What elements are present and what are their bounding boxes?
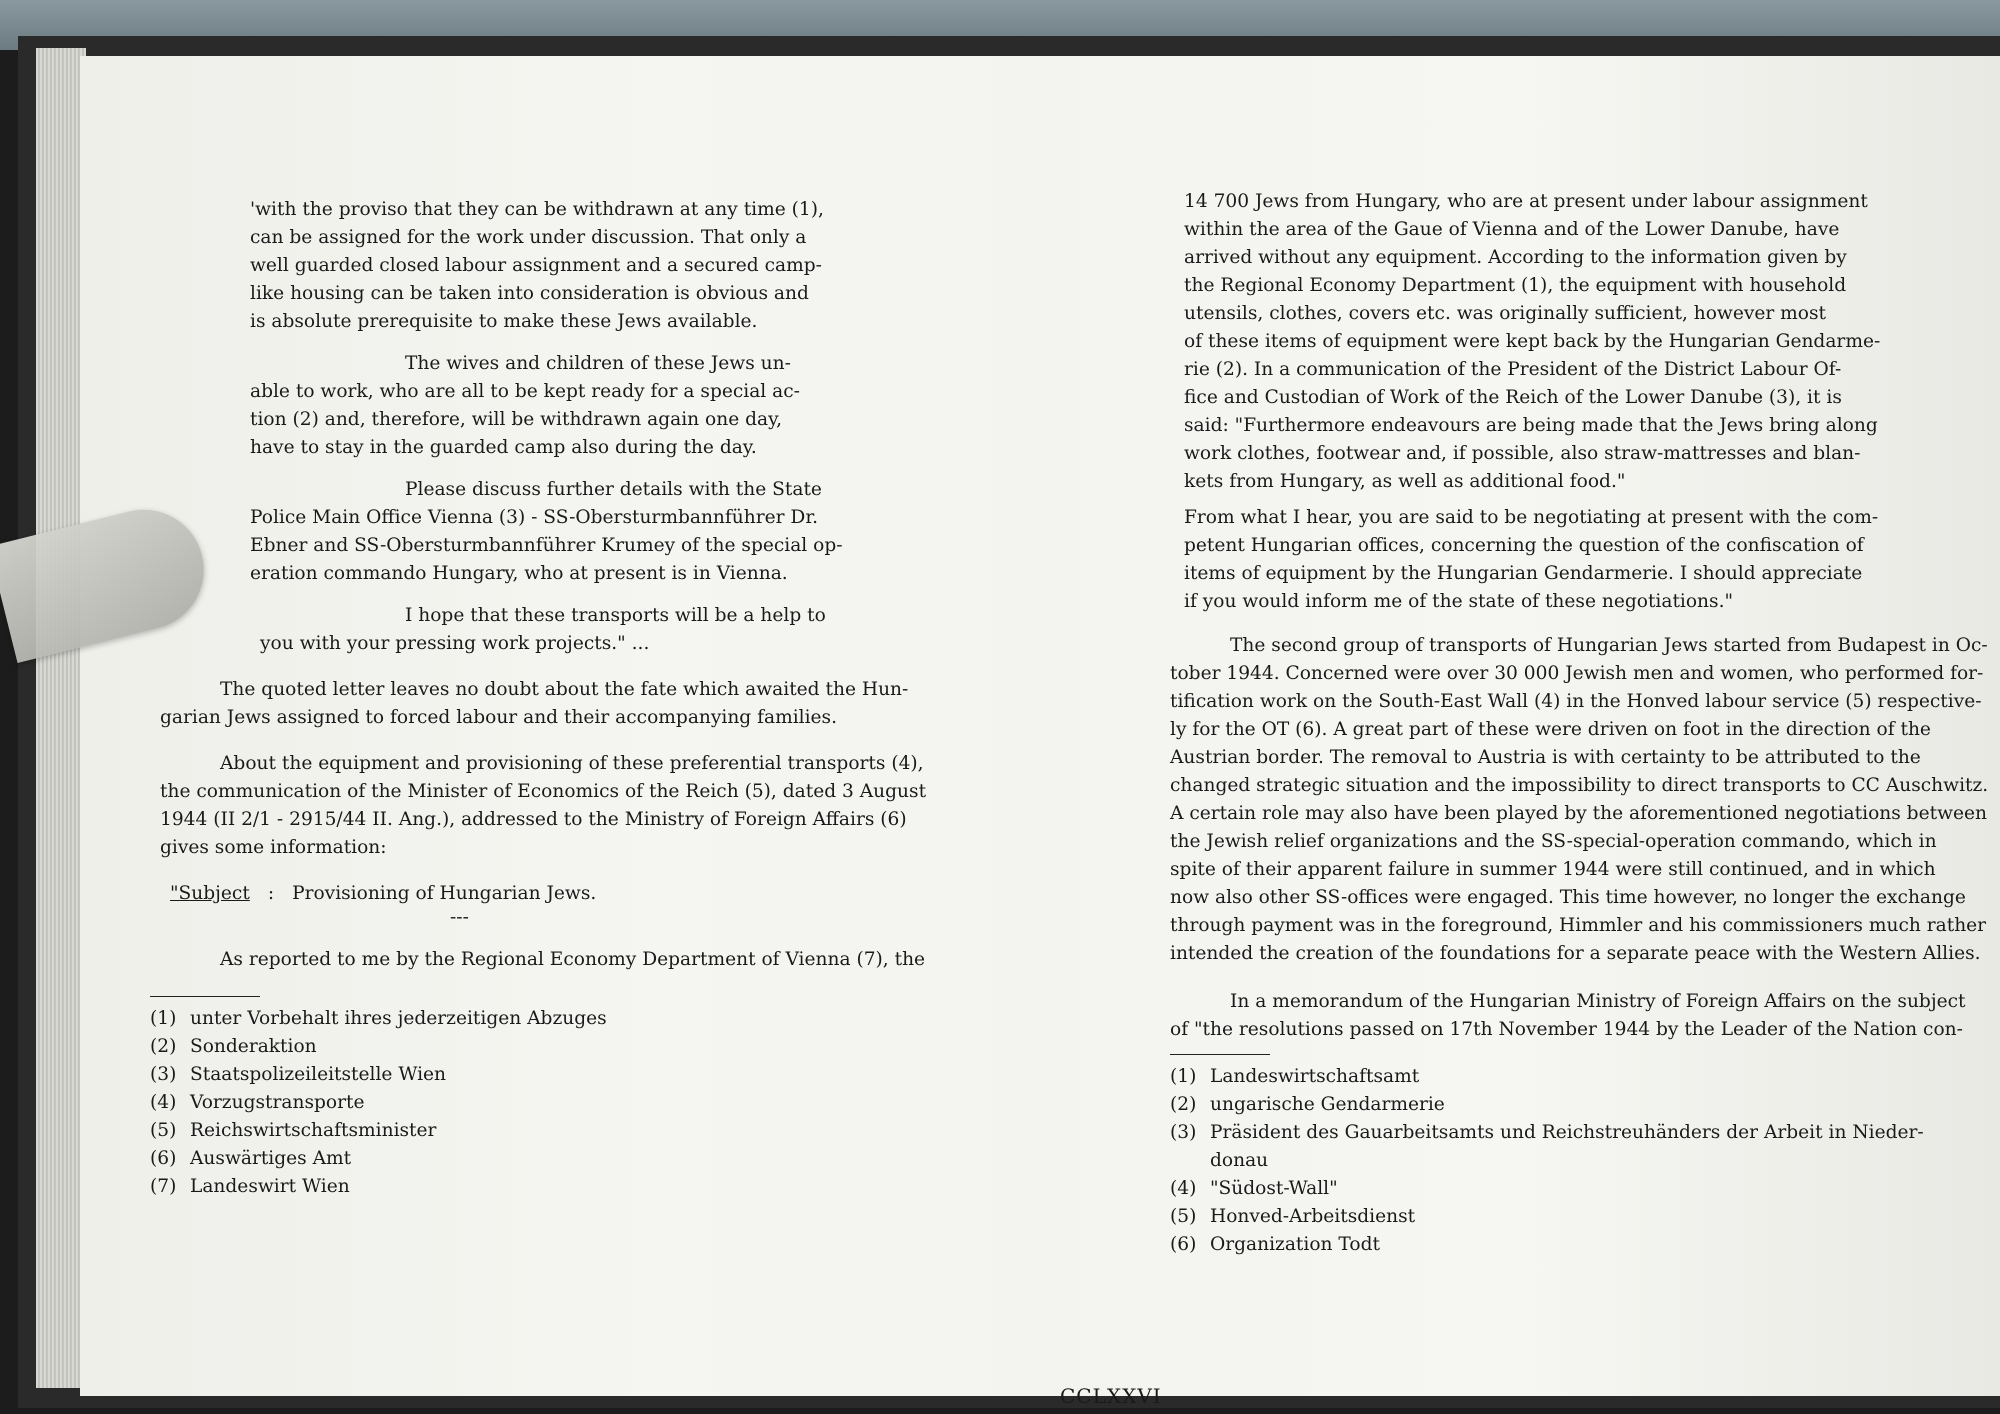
footnotes-right <box>1170 1054 2000 1259</box>
paragraph-from-what-i-hear <box>1184 504 2000 616</box>
text-line: kets from Hungary, as well as additional food." <box>1184 471 1626 492</box>
text-line: The quoted letter leaves no doubt about the fate which awaited the Hun- <box>220 679 909 700</box>
paragraph-14700-jews <box>1184 188 2000 496</box>
footnote-item: (6) Auswärtiges Amt <box>150 1148 352 1169</box>
text-line: utensils, clothes, covers etc. was originally sufficient, however most <box>1184 303 1827 324</box>
footnote-rule <box>1170 1054 1270 1055</box>
right-column <box>1170 188 2000 1259</box>
text-line: work clothes, footwear and, if possible, also straw-mattresses and blan- <box>1184 443 1861 464</box>
footnote-item: (5) Honved-Arbeitsdienst <box>1170 1206 1416 1227</box>
text-line: Ebner and SS-Obersturmbannführer Krumey of the special op- <box>250 535 843 556</box>
text-line: if you would inform me of the state of these negotiations." <box>1184 591 1734 612</box>
text-line: tification work on the South-East Wall (4) in the Honved labour service (5) respective- <box>1170 691 1982 712</box>
text-line: eration commando Hungary, who at present is in Vienna. <box>250 563 788 584</box>
text-line: the communication of the Minister of Economics of the Reich (5), dated 3 August <box>160 781 927 802</box>
text-line: well guarded closed labour assignment and a secured camp- <box>250 255 822 276</box>
text-line: able to work, who are all to be kept ready for a special ac- <box>250 381 800 402</box>
footnote-rule <box>150 996 260 997</box>
footnote-item: (2) Sonderaktion <box>150 1036 317 1057</box>
paragraph-second-group <box>1170 632 2000 968</box>
text-line: 14 700 Jews from Hungary, who are at present under labour assignment <box>1184 191 1868 212</box>
subject-separator: : <box>267 883 275 904</box>
book-spread <box>80 56 2000 1408</box>
text-line: 1944 (II 2/1 - 2915/44 II. Ang.), addressed to the Ministry of Foreign Affairs (6) <box>160 809 907 830</box>
text-line: said: "Furthermore endeavours are being made that the Jews bring along <box>1184 415 1878 436</box>
text-line: the Jewish relief organizations and the SS-special-operation commando, which in <box>1170 831 1937 852</box>
text-line: tober 1944. Concerned were over 30 000 Jewish men and women, who performed for- <box>1170 663 1984 684</box>
text-line: within the area of the Gaue of Vienna and of the Lower Danube, have <box>1184 219 1840 240</box>
text-line: of "the resolutions passed on 17th November 1944 by the Leader of the Nation con- <box>1170 1019 1963 1040</box>
text-line: I hope that these transports will be a help to <box>405 605 826 626</box>
text-line: About the equipment and provisioning of these preferential transports (4), <box>220 753 924 774</box>
text-line: spite of their apparent failure in summer 1944 were still continued, and in which <box>1170 859 1936 880</box>
text-line: can be assigned for the work under discussion. That only a <box>250 227 807 248</box>
footnote-item: (3) Präsident des Gauarbeitsamts und Reichstreuhänders der Arbeit in Nieder- <box>1170 1122 1924 1143</box>
paragraph-wives-children <box>250 350 1050 462</box>
footnote-item: (2) ungarische Gendarmerie <box>1170 1094 1445 1115</box>
text-line: 'with the proviso that they can be withdrawn at any time (1), <box>250 199 824 220</box>
text-line: petent Hungarian offices, concerning the question of the confiscation of <box>1184 535 1864 556</box>
footnote-item: donau <box>1210 1150 1269 1171</box>
footnote-item: (7) Landeswirt Wien <box>150 1176 350 1197</box>
paragraph-hope <box>250 602 1050 658</box>
paragraph-quoted-letter <box>160 676 1050 732</box>
text-line: From what I hear, you are said to be negotiating at present with the com- <box>1184 507 1879 528</box>
footnote-item: (4) "Südost-Wall" <box>1170 1178 1338 1199</box>
text-line: Police Main Office Vienna (3) - SS-Obersturmbannführer Dr. <box>250 507 819 528</box>
text-line: Austrian border. The removal to Austria is with certainty to be attributed to the <box>1170 747 1921 768</box>
footnote-item: (6) Organization Todt <box>1170 1234 1380 1255</box>
left-column <box>150 196 1050 1201</box>
paragraph-discuss-details <box>250 476 1050 588</box>
text-line: The wives and children of these Jews un- <box>405 353 791 374</box>
text-line: intended the creation of the foundations for a separate peace with the Western Allies. <box>1170 943 1981 964</box>
text-line: arrived without any equipment. According to the information given by <box>1184 247 1847 268</box>
paragraph-memorandum <box>1170 988 2000 1044</box>
text-line: the Regional Economy Department (1), the equipment with household <box>1184 275 1847 296</box>
paragraph-equipment <box>160 750 1050 862</box>
text-line: rie (2). In a communication of the President of the District Labour Of- <box>1184 359 1842 380</box>
subject-label: "Subject <box>170 883 250 904</box>
text-line: tion (2) and, therefore, will be withdrawn again one day, <box>250 409 783 430</box>
text-line: through payment was in the foreground, Himmler and his commissioners much rather <box>1170 915 1987 936</box>
text-line: is absolute prerequisite to make these Jews available. <box>250 311 758 332</box>
subject-text: Provisioning of Hungarian Jews. <box>292 883 597 904</box>
text-line: items of equipment by the Hungarian Gendarmerie. I should appreciate <box>1184 563 1863 584</box>
paragraph-reported <box>160 946 1050 974</box>
page-number: CCLXXVI <box>1060 1384 1162 1408</box>
text-line: now also other SS-offices were engaged. This time however, no longer the exchange <box>1170 887 1966 908</box>
text-line: have to stay in the guarded camp also during the day. <box>250 437 757 458</box>
footnote-item: (4) Vorzugstransporte <box>150 1092 365 1113</box>
text-line: garian Jews assigned to forced labour and their accompanying families. <box>160 707 838 728</box>
page-edges <box>36 48 86 1388</box>
text-line: ly for the OT (6). A great part of these were driven on foot in the direction of the <box>1170 719 1931 740</box>
footnote-item: (5) Reichswirtschaftsminister <box>150 1120 437 1141</box>
text-line: Please discuss further details with the State <box>405 479 822 500</box>
text-line: like housing can be taken into consideration is obvious and <box>250 283 809 304</box>
paragraph-proviso <box>250 196 1050 336</box>
text-line: gives some information: <box>160 837 387 858</box>
text-line: A certain role may also have been played by the aforementioned negotiations between <box>1170 803 1987 824</box>
subject-line <box>170 880 1050 908</box>
footnotes-left <box>150 996 1050 1201</box>
footnote-item: (3) Staatspolizeileitstelle Wien <box>150 1064 447 1085</box>
footnote-item: (1) unter Vorbehalt ihres jederzeitigen Abzuges <box>150 1008 607 1029</box>
text-line: The second group of transports of Hungarian Jews started from Budapest in Oc- <box>1230 635 1988 656</box>
footnote-item: (1) Landeswirtschaftsamt <box>1170 1066 1420 1087</box>
dashes: --- <box>450 907 469 928</box>
text-line: In a memorandum of the Hungarian Ministry of Foreign Affairs on the subject <box>1230 991 1966 1012</box>
text-line: As reported to me by the Regional Economy Department of Vienna (7), the <box>220 949 926 970</box>
text-line: changed strategic situation and the impossibility to direct transports to CC Auschwitz. <box>1170 775 1989 796</box>
text-line: fice and Custodian of Work of the Reich of the Lower Danube (3), it is <box>1184 387 1842 408</box>
text-line: you with your pressing work projects." ... <box>260 633 650 654</box>
text-line: of these items of equipment were kept back by the Hungarian Gendarme- <box>1184 331 1881 352</box>
